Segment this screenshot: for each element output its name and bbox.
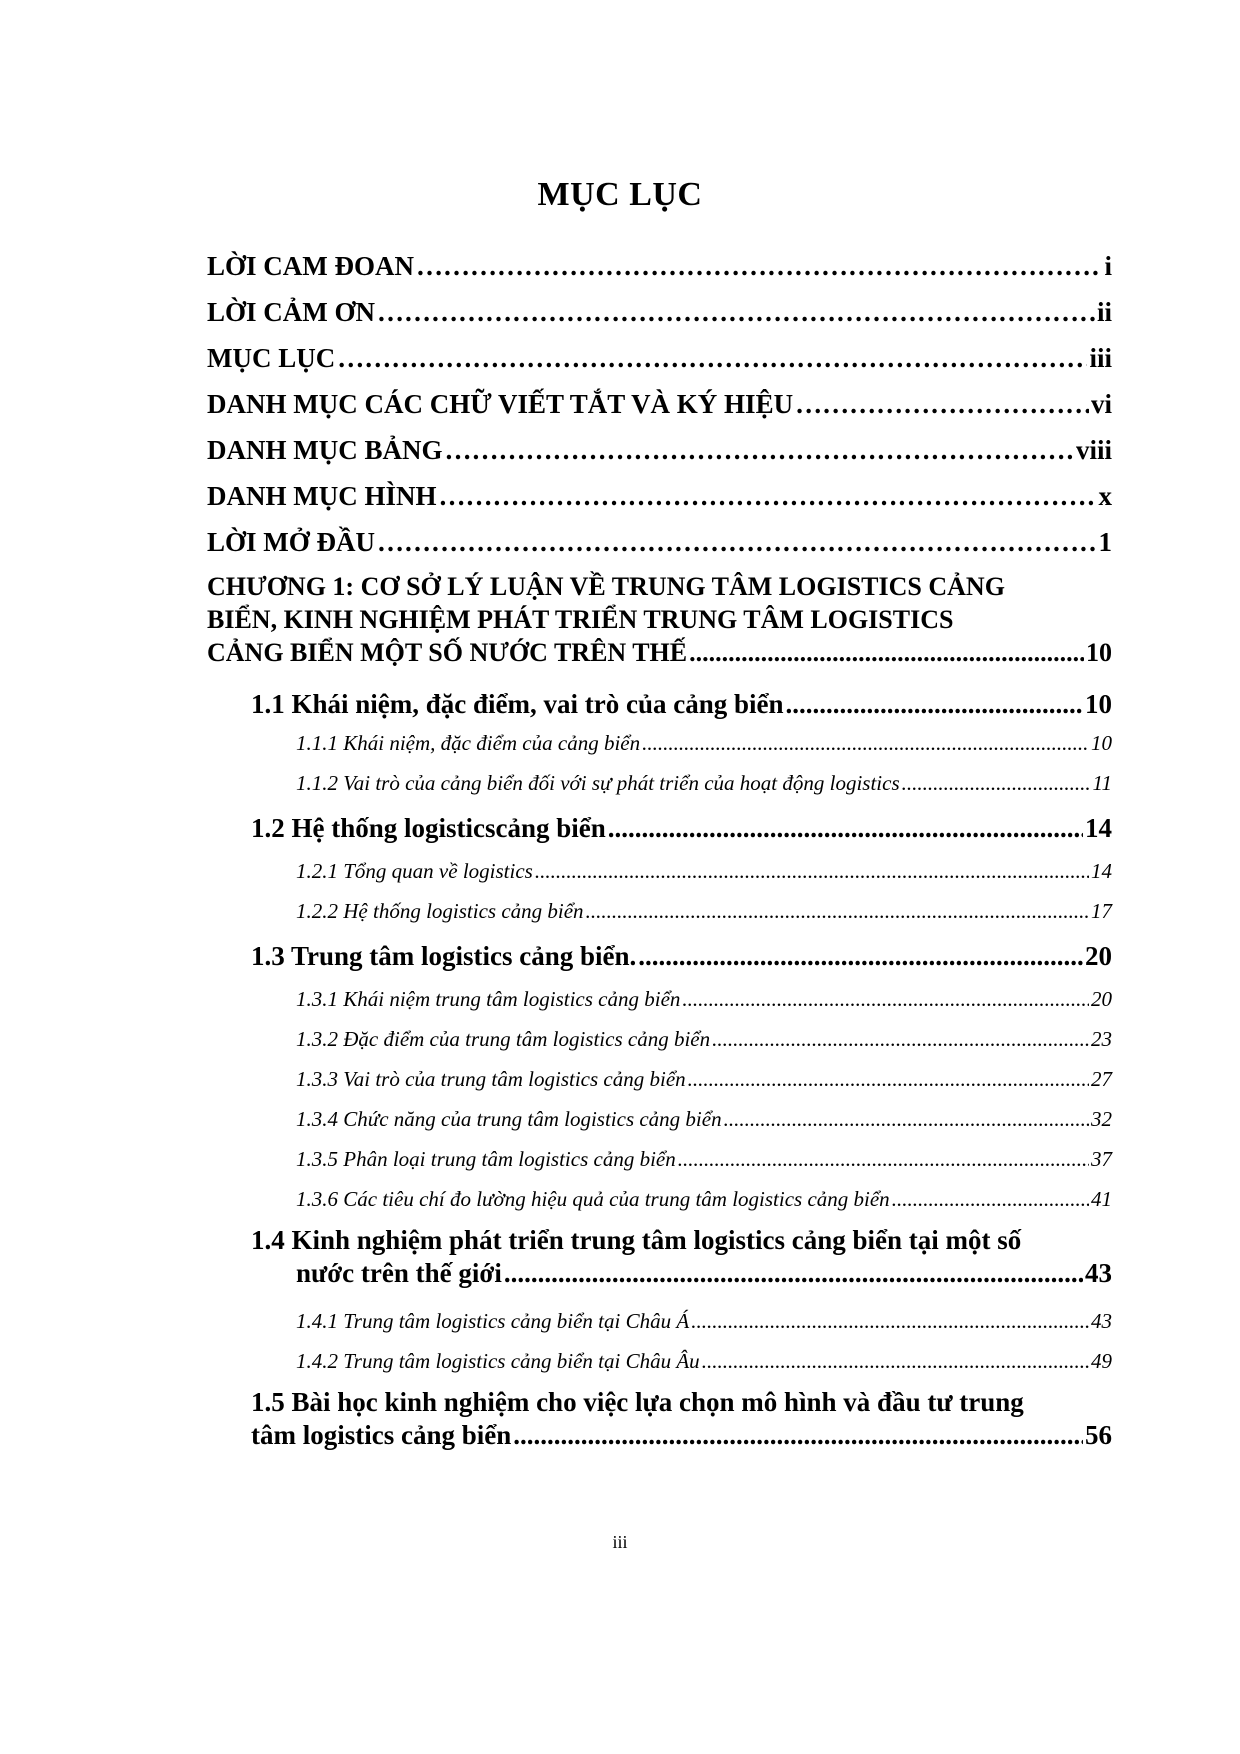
toc-leader <box>892 1187 1089 1212</box>
toc-entry-label: 1.3.5 Phân loại trung tâm logistics cảng biển <box>296 1147 676 1171</box>
toc-page-number: 10 <box>1086 638 1112 667</box>
toc-entry-label: 1.1 Khái niệm, đặc điểm, vai trò của cảng biển <box>251 689 784 719</box>
toc-leader <box>586 899 1089 924</box>
toc-entry-1-3-4[interactable] <box>296 1104 1112 1132</box>
toc-page-number: 43 <box>1091 1309 1112 1333</box>
toc-entry-1-1-2[interactable] <box>296 768 1112 796</box>
toc-entry-danh-muc-bang[interactable] <box>207 432 1112 466</box>
toc-leader <box>786 689 1084 720</box>
toc-entry-label: 1.3.3 Vai trò của trung tâm logistics cảng biển <box>296 1067 686 1091</box>
toc-page-number: 14 <box>1091 859 1112 883</box>
toc-entry-loi-mo-dau[interactable] <box>207 524 1112 558</box>
toc-page-number: 41 <box>1091 1187 1112 1211</box>
toc-page-number: ii <box>1096 297 1112 327</box>
toc-page-number: 10 <box>1085 689 1112 719</box>
toc-page-number: iii <box>1089 343 1112 373</box>
toc-leader <box>416 251 1102 282</box>
toc-entry-label-line: tâm logistics cảng biển <box>251 1420 512 1450</box>
toc-leader <box>638 941 1083 972</box>
toc-leader <box>691 1309 1089 1334</box>
toc-entry-label: 1.3.6 Các tiêu chí đo lường hiệu quả của trung tâm logistics cảng biển <box>296 1187 890 1211</box>
toc-leader <box>712 1027 1089 1052</box>
toc-entry-1-2-1[interactable] <box>296 856 1112 884</box>
toc-entry-1-3-5[interactable] <box>296 1144 1112 1172</box>
toc-leader <box>513 1419 1083 1452</box>
toc-leader <box>608 813 1083 844</box>
toc-leader <box>724 1107 1089 1132</box>
toc-page-number: 32 <box>1091 1107 1112 1131</box>
toc-page-number: viii <box>1075 435 1112 465</box>
toc-entry-danh-muc-chu-viet-tat[interactable] <box>207 386 1112 420</box>
toc-leader <box>688 1067 1089 1092</box>
toc-entry-label: 1.4.1 Trung tâm logistics cảng biển tại Châu Á <box>296 1309 690 1333</box>
toc-entry-label-line: CHƯƠNG 1: CƠ SỞ LÝ LUẬN VỀ TRUNG TÂM LOGISTICS CẢNG <box>207 572 1005 601</box>
toc-entry-label: 1.4.2 Trung tâm logistics cảng biển tại Châu Âu <box>296 1349 700 1373</box>
toc-entry-label: 1.3.2 Đặc điểm của trung tâm logistics cảng biển <box>296 1027 711 1051</box>
toc-entry-last-line <box>251 1257 1112 1290</box>
toc-entry-1-5[interactable] <box>251 1386 1112 1452</box>
page-number-footer: iii <box>612 1532 628 1552</box>
toc-page-number: 10 <box>1091 731 1112 755</box>
toc-entry-label: LỜI CAM ĐOAN <box>207 251 414 281</box>
toc-entry-label: 1.2.2 Hệ thống logistics cảng biển <box>296 899 584 923</box>
toc-entry-loi-cam-on[interactable] <box>207 294 1112 328</box>
toc-entry-label-line: BIỂN, KINH NGHIỆM PHÁT TRIỂN TRUNG TÂM LOGISTICS <box>207 605 954 634</box>
toc-entry-label-line: nước trên thế giới <box>296 1258 502 1288</box>
toc-page-number: 14 <box>1085 813 1112 843</box>
toc-page-number: 17 <box>1091 899 1112 923</box>
toc-page-number: 1 <box>1098 527 1112 557</box>
toc-leader <box>642 731 1089 756</box>
toc-entry-label-line: 1.4 Kinh nghiệm phát triển trung tâm logistics cảng biển tại một số <box>251 1225 1022 1255</box>
toc-entry-1-4-1[interactable] <box>296 1306 1112 1334</box>
toc-leader <box>504 1257 1083 1290</box>
toc-leader <box>902 771 1091 796</box>
toc-entry-last-line <box>251 1419 1112 1452</box>
toc-entry-1-1-1[interactable] <box>296 728 1112 756</box>
toc-entry-label: LỜI MỞ ĐẦU <box>207 527 375 557</box>
toc-page-number: 11 <box>1092 771 1112 795</box>
toc-entry-danh-muc-hinh[interactable] <box>207 478 1112 512</box>
toc-entry-1-3-6[interactable] <box>296 1184 1112 1212</box>
toc-entry-label: 1.1.2 Vai trò của cảng biển đối với sự phát triển của hoạt động logistics <box>296 771 900 795</box>
toc-entry-muc-luc[interactable] <box>207 340 1112 374</box>
toc-entry-1-3-3[interactable] <box>296 1064 1112 1092</box>
toc-leader <box>377 527 1097 558</box>
toc-leader <box>682 987 1089 1012</box>
toc-page-number: x <box>1098 481 1112 511</box>
toc-entry-label: 1.2 Hệ thống logisticscảng biển <box>251 813 606 843</box>
toc-entry-label: 1.3.4 Chức năng của trung tâm logistics cảng biển <box>296 1107 722 1131</box>
toc-page-number: 43 <box>1085 1258 1112 1288</box>
page-title: MỤC LỤC <box>537 176 703 213</box>
toc-leader <box>689 636 1084 669</box>
toc-entry-1-4[interactable] <box>251 1224 1112 1290</box>
toc-entry-1-1[interactable] <box>251 686 1112 720</box>
toc-page-number: i <box>1104 251 1112 281</box>
toc-page-number: 56 <box>1085 1420 1112 1450</box>
toc-entry-loi-cam-doan[interactable] <box>207 248 1112 282</box>
toc-page-number: 37 <box>1091 1147 1112 1171</box>
toc-entry-last-line <box>207 636 1112 669</box>
toc-entry-label: 1.1.1 Khái niệm, đặc điểm của cảng biển <box>296 731 641 755</box>
toc-leader <box>702 1349 1089 1374</box>
toc-leader <box>439 481 1097 512</box>
toc-entry-label: DANH MỤC BẢNG <box>207 435 443 465</box>
toc-entry-label: DANH MỤC CÁC CHỮ VIẾT TẮT VÀ KÝ HIỆU <box>207 389 794 419</box>
toc-page-number: 49 <box>1091 1349 1112 1373</box>
toc-page-number: vi <box>1090 389 1112 419</box>
toc-entry-1-2[interactable] <box>251 810 1112 844</box>
toc-entry-label: 1.3 Trung tâm logistics cảng biển. <box>251 941 637 971</box>
toc-entry-label: LỜI CẢM ƠN <box>207 297 375 327</box>
toc-leader <box>795 389 1089 420</box>
toc-entry-chuong-1[interactable] <box>207 570 1112 669</box>
toc-leader <box>535 859 1089 884</box>
toc-page-number: 23 <box>1091 1027 1112 1051</box>
toc-entry-1-3-1[interactable] <box>296 984 1112 1012</box>
toc-leader <box>445 435 1074 466</box>
toc-entry-1-4-2[interactable] <box>296 1346 1112 1374</box>
toc-entry-1-3[interactable] <box>251 938 1112 972</box>
toc-page-number: 20 <box>1091 987 1112 1011</box>
toc-leader <box>377 297 1095 328</box>
toc-leader <box>678 1147 1089 1172</box>
toc-entry-label-line: CẢNG BIỂN MỘT SỐ NƯỚC TRÊN THẾ <box>207 638 688 667</box>
toc-entry-label: DANH MỤC HÌNH <box>207 481 437 511</box>
toc-entry-label: MỤC LỤC <box>207 343 336 373</box>
toc-page-number: 20 <box>1085 941 1112 971</box>
toc-entry-label-line: 1.5 Bài học kinh nghiệm cho việc lựa chọn mô hình và đầu tư trung <box>251 1387 1024 1417</box>
toc-entry-1-2-2[interactable] <box>296 896 1112 924</box>
toc-entry-label: 1.2.1 Tổng quan về logistics <box>296 859 533 883</box>
toc-entry-label: 1.3.1 Khái niệm trung tâm logistics cảng biển <box>296 987 681 1011</box>
toc-entry-1-3-2[interactable] <box>296 1024 1112 1052</box>
toc-page-number: 27 <box>1091 1067 1112 1091</box>
toc-leader <box>337 343 1087 374</box>
